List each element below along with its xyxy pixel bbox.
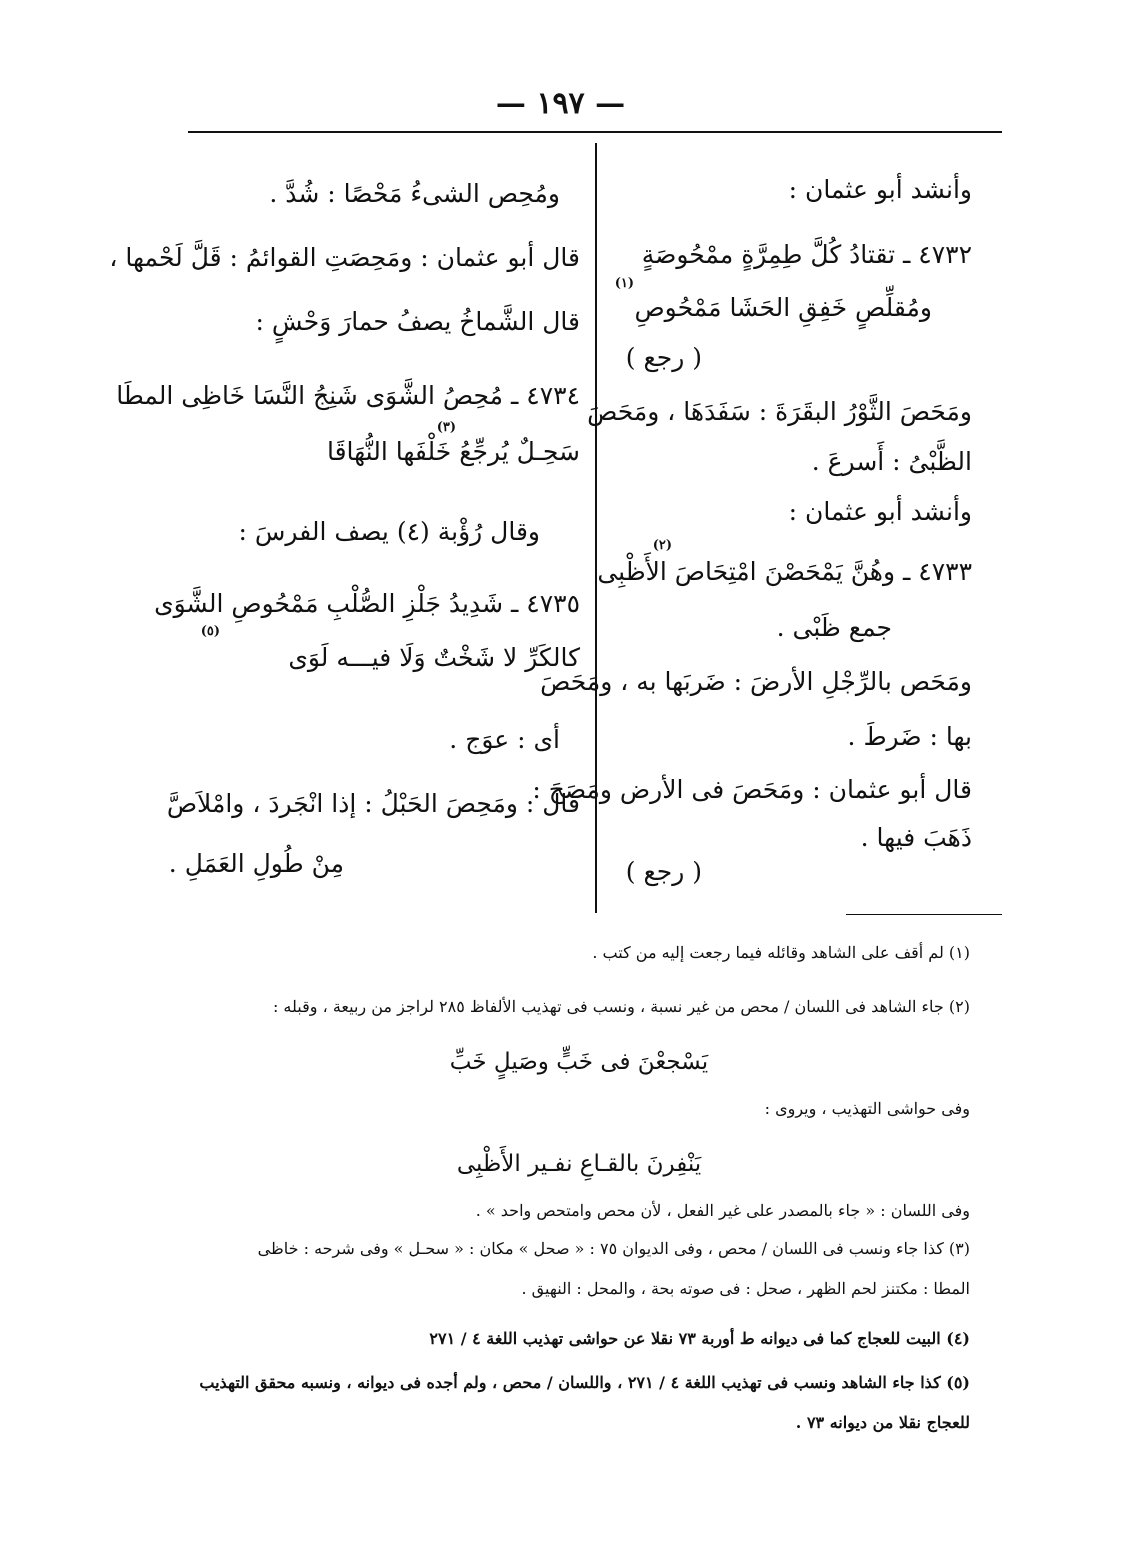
footnote-text: وفى اللسان : « جاء بالمصدر على غير الفعل ، لأن محص وامتحص واحد » . (475, 1201, 970, 1220)
verse-line: ٤٧٣٢ ـ تقتادُ كُلَّ طِمِرَّةٍ ممْحُوصَةٍ (641, 240, 972, 269)
footnote: (٤) البيت للعجاج كما فى ديوانه ط أوربة ٧٣ نقلا عن حواشى تهذيب اللغة ٤ / ٢٧١ (429, 1329, 970, 1348)
text-line: بها : ضَرطَ . (847, 722, 972, 751)
text-line: الظَّبْىُ : أَسرعَ . (811, 447, 972, 476)
text-line: ومُحِص الشىءُ مَحْصًا : شُدَّ . (269, 179, 560, 208)
return-marker: ( رجع ) (625, 857, 702, 886)
verse-line: كالكَرِّ لا شَخْتٌ وَلَا فيـــه لَوَى (288, 643, 580, 672)
footnote-verse: يَنْفِرنَ بالقـاعِ نفـير الأَظْبِى (456, 1151, 702, 1177)
verse-intro: قال الشَّماخُ يصفُ حمارَ وَحْشٍ : (255, 307, 580, 336)
footnote-text: وفى حواشى التهذيب ، ويروى : (764, 1099, 970, 1118)
footnote: (١) لم أقف على الشاهد وقائله فيما رجعت إليه من كتب . (592, 943, 970, 962)
verse-intro: وقال رُؤْبة (٤) يصف الفرسَ : (238, 517, 540, 546)
verse-line: ٤٧٣٥ ـ شَدِيدُ جَلْزِ الصُّلْبِ مَمْحُوصِ الشَّوَى (154, 589, 580, 618)
footnote: (٥) كذا جاء الشاهد ونسب فى تهذيب اللغة ٤ / ٢٧١ ، واللسان / محص ، ولم أجده فى ديوانه ، ونسبه محقق التهذيب (199, 1373, 970, 1392)
text-line: قال أبو عثمان : ومَحَصَ فى الأرض ومَصَحَ : (532, 775, 972, 804)
verse-line: سَحِـلٌ يُرجِّعُ خَلْفَها النُّهَاقَا (326, 437, 580, 466)
footnote: (٢) جاء الشاهد فى اللسان / محص من غير نسبة ، ونسب فى تهذيب الألفاظ ٢٨٥ لراجز من ربيعة ، وقبله : (272, 997, 970, 1016)
text-line: أى : عوَج . (449, 725, 560, 754)
verse-line: ٤٧٣٣ ـ وهُنَّ يَمْحَصْنَ امْتِحَاصَ الأَظْبِى (597, 557, 972, 586)
verse-intro: وأنشد أبو عثمان : (788, 175, 972, 204)
verse-line: ومُقلِّصٍ خَفِقِ الحَشَا مَمْحُوصِ (634, 293, 932, 322)
text-line: قال أبو عثمان : ومَحِصَتِ القوائمُ : قَلَّ لَحْمها ، (109, 243, 580, 272)
footnote-verse: يَسْجعْنَ فى خَبٍّ وصَيلٍ خَبِّ (449, 1049, 709, 1075)
verse-line: ٤٧٣٤ ـ مُحِصُ الشَّوَى شَنِجُ النَّسَا خَاظِى المطَا (116, 381, 580, 410)
footnote-ref: (١) (614, 276, 634, 291)
footnote-text: للعجاج نقلا من ديوانه ٧٣ . (795, 1413, 970, 1432)
text-line: ومَحَصَ الثَّوْرُ البقَرَةَ : سَفَدَهَا ، ومَحَصَ (587, 397, 972, 426)
verse-intro: وأنشد أبو عثمان : (788, 497, 972, 526)
footnote-ref: (٣) (436, 420, 456, 435)
text-line: قال : ومَحِصَ الحَبْلُ : إذا انْجَردَ ، وامْلاَصَّ (166, 789, 580, 818)
page-number: — ١٩٧ — (495, 86, 626, 121)
text-line: ذَهَبَ فيها . (860, 823, 972, 852)
text-line: مِنْ طُولِ العَمَلِ . (168, 849, 344, 878)
header-rule (188, 131, 1002, 133)
footnote-ref: (٢) (652, 538, 672, 553)
text-line: جمع ظَبْى . (776, 613, 892, 642)
return-marker: ( رجع ) (625, 343, 702, 372)
footnote: (٣) كذا جاء ونسب فى اللسان / محص ، وفى الديوان ٧٥ : « صحل » مكان : « سحـل » وفى شرحه : خاظى (257, 1239, 970, 1258)
footnote-text: المطا : مكتنز لحم الظهر ، صحل : فى صوته بحة ، والمحل : النهيق . (521, 1279, 970, 1298)
footnote-ref: (٥) (200, 624, 220, 639)
text-line: ومَحَص بالرِّجْلِ الأرضَ : ضَربَها به ، ومَحَصَ (540, 667, 972, 696)
footnote-rule (846, 914, 1002, 915)
